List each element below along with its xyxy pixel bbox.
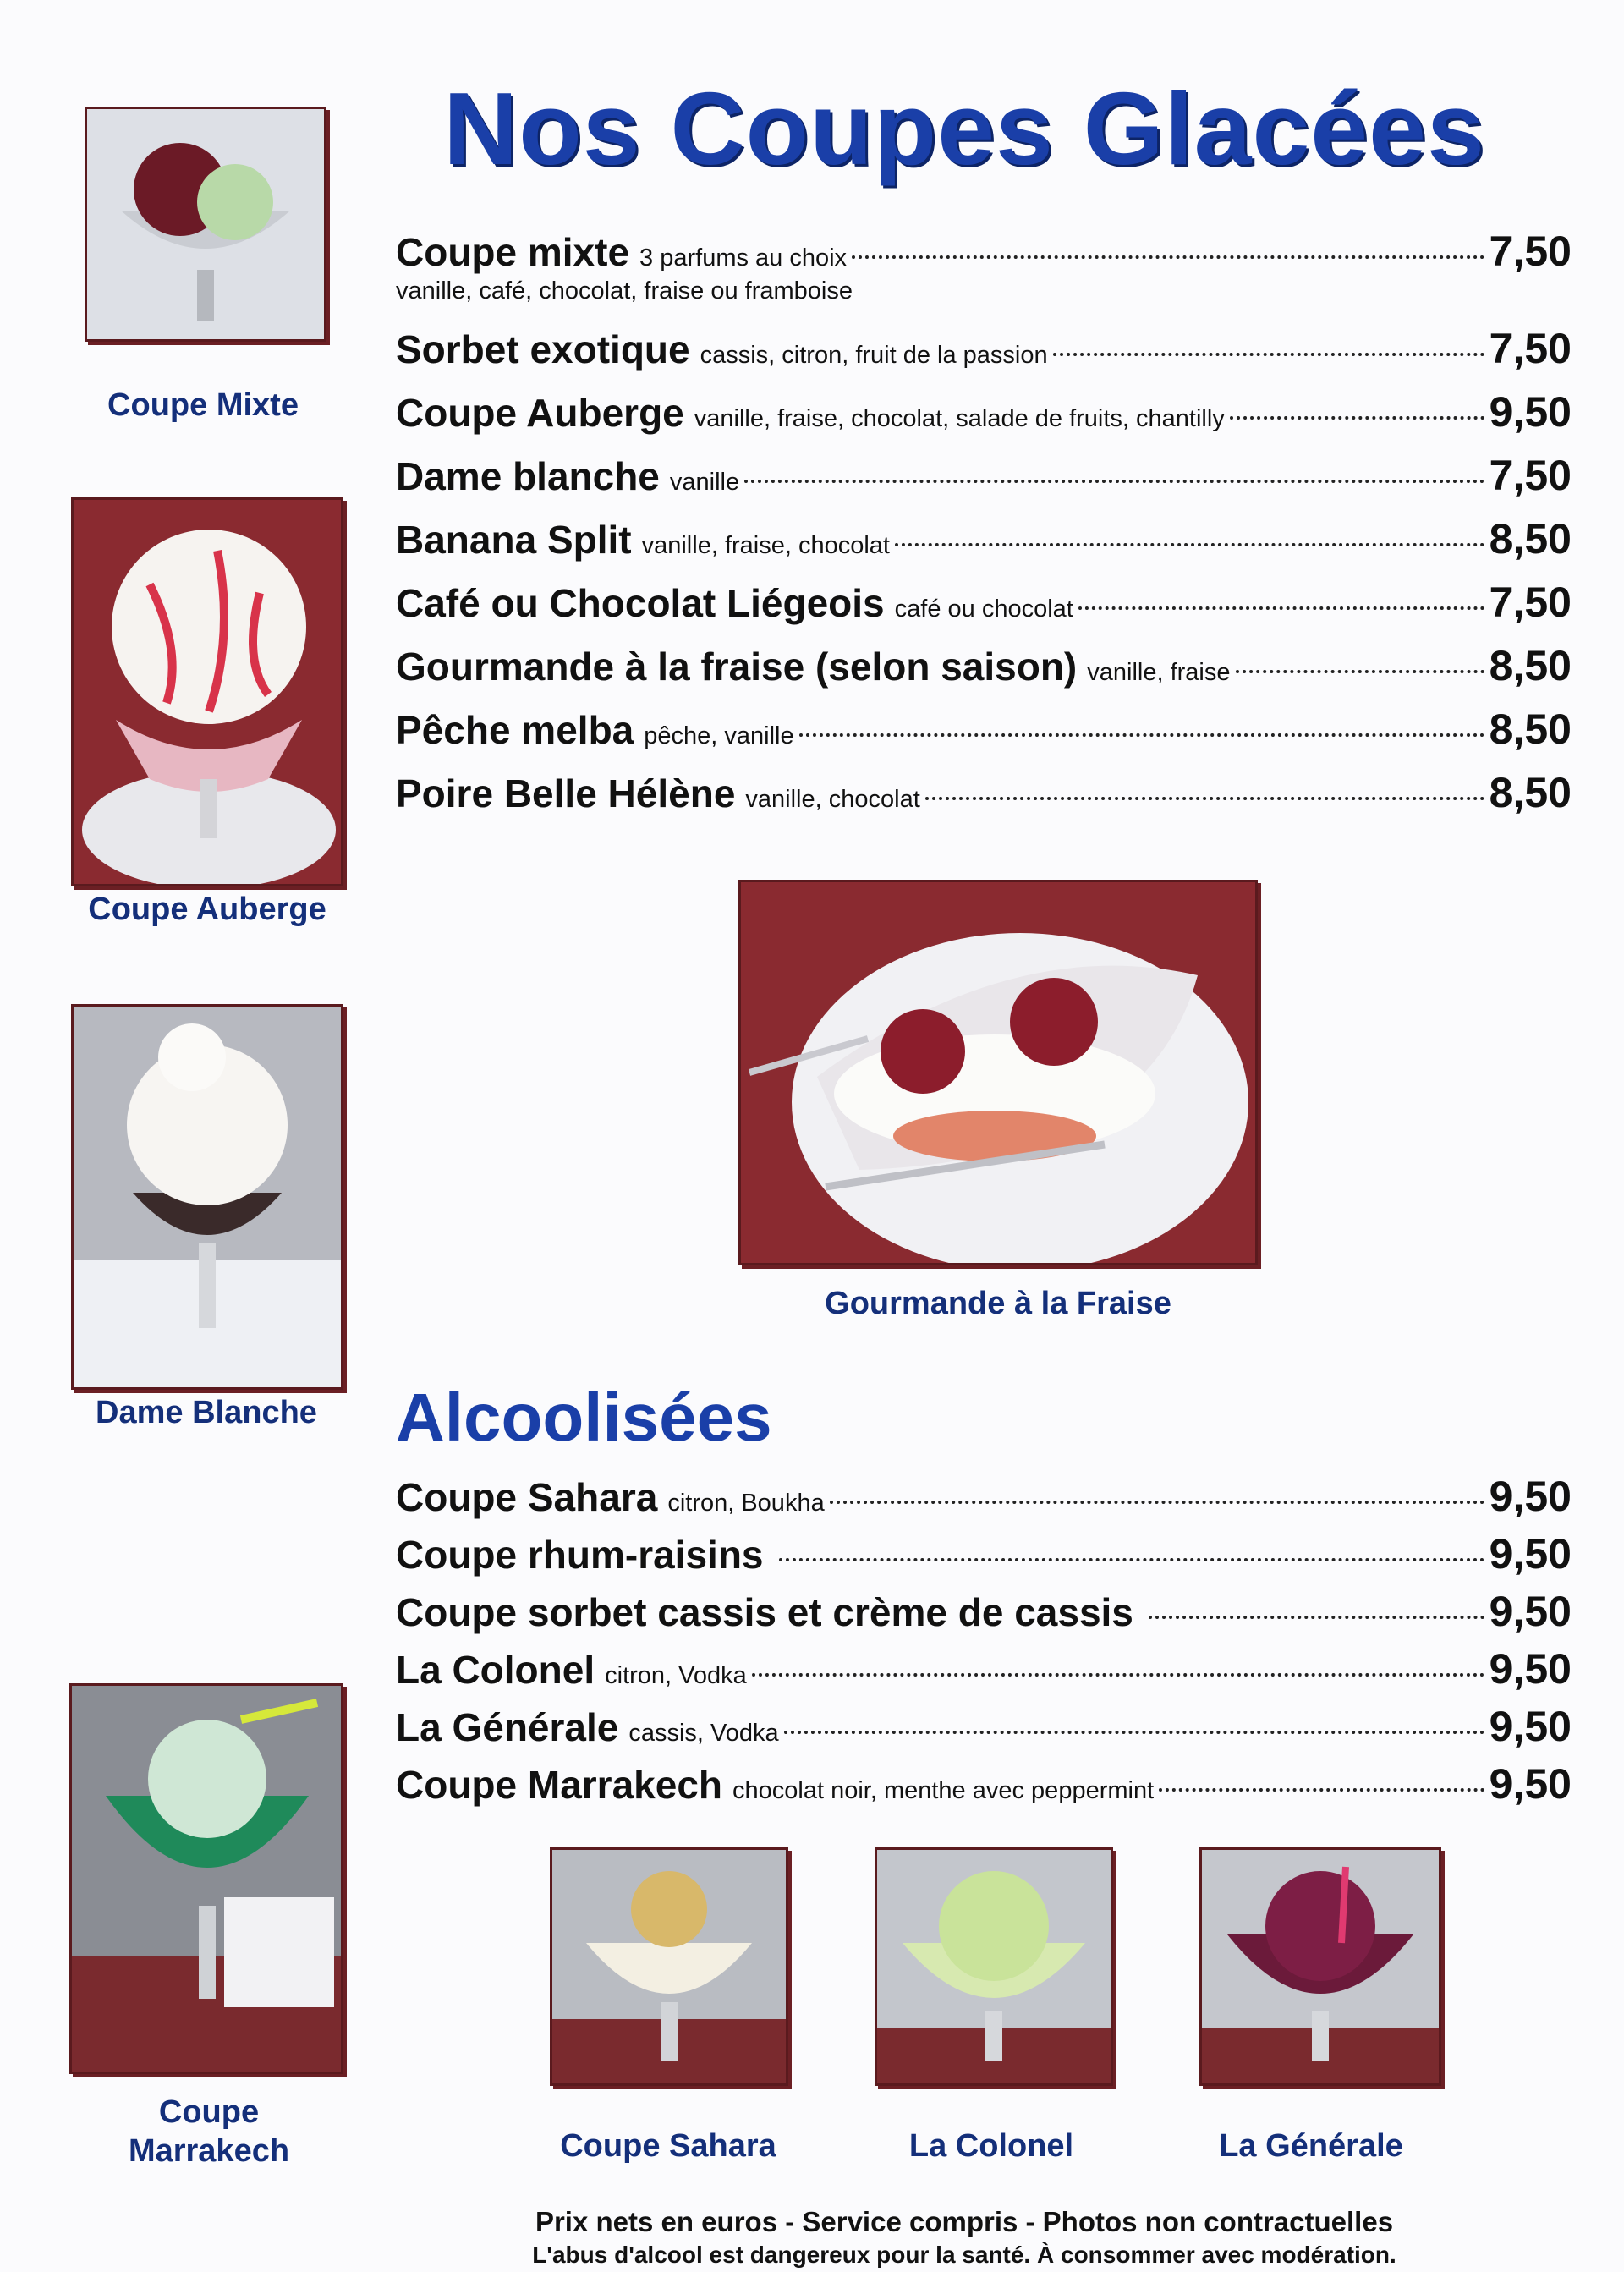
caption-coupe-marrakech-line1: Coupe — [158, 2094, 260, 2130]
menu-item — [396, 578, 1572, 628]
coupe-marrakech-photo — [69, 1683, 343, 2074]
caption-coupe-mixte: Coupe Mixte — [107, 387, 299, 423]
menu-item — [396, 1587, 1572, 1638]
caption-la-colonel: La Colonel — [908, 2128, 1074, 2164]
menu-item — [396, 1472, 1572, 1523]
item-name: Banana Split — [396, 518, 632, 562]
item-name: Coupe sorbet cassis et crème de cassis — [396, 1590, 1133, 1634]
item-price: 9,50 — [1489, 1645, 1572, 1693]
coupe-marrakech-image — [72, 1686, 341, 2072]
dot-leader — [925, 797, 1484, 800]
gourmande-photo — [738, 880, 1258, 1265]
item-desc: citron, Boukha — [667, 1490, 825, 1517]
item-desc: vanille, fraise — [1087, 659, 1231, 686]
coupe-sahara-image — [552, 1850, 786, 2083]
caption-coupe-sahara: Coupe Sahara — [560, 2128, 776, 2164]
menu-title: Nos Coupes Glacées — [443, 71, 1485, 186]
coupe-auberge-image — [74, 500, 341, 884]
coupe-mixte-photo — [85, 107, 326, 342]
item-name: Dame blanche — [396, 454, 660, 498]
item-price: 9,50 — [1489, 388, 1572, 436]
item-price: 9,50 — [1489, 1760, 1572, 1808]
item-price: 7,50 — [1489, 228, 1572, 275]
gourmande-image — [741, 882, 1255, 1263]
dot-leader — [1159, 1788, 1484, 1792]
item-name: Coupe rhum-raisins — [396, 1533, 764, 1577]
item-name: Café ou Chocolat Liégeois — [396, 581, 885, 625]
item-price: 8,50 — [1489, 705, 1572, 753]
item-price: 8,50 — [1489, 769, 1572, 816]
item-name: Coupe Sahara — [396, 1475, 658, 1519]
dot-leader — [1053, 353, 1484, 356]
dot-leader — [1230, 416, 1484, 420]
item-name: La Générale — [396, 1705, 619, 1749]
footer-line2: L'abus d'alcool est dangereux pour la santé. À consommer avec modération. — [532, 2242, 1396, 2268]
caption-coupe-auberge: Coupe Auberge — [88, 892, 326, 927]
menu-item — [396, 1644, 1572, 1695]
dot-leader — [1236, 670, 1484, 673]
footer-line1: Prix nets en euros - Service compris - Photos non contractuelles — [535, 2206, 1394, 2237]
menu-item — [396, 514, 1572, 565]
item-price: 7,50 — [1489, 579, 1572, 626]
dot-leader — [752, 1673, 1484, 1677]
item-name: Coupe mixte — [396, 230, 630, 274]
item-price: 9,50 — [1489, 1588, 1572, 1635]
item-desc: vanille — [669, 469, 740, 496]
coupe-auberge-photo — [71, 497, 343, 886]
item-desc: pêche, vanille — [644, 722, 794, 749]
la-generale-photo — [1199, 1847, 1441, 2086]
dot-leader — [1078, 606, 1484, 610]
caption-coupe-marrakech — [69, 2093, 348, 2170]
dot-leader — [830, 1501, 1484, 1504]
la-colonel-photo — [875, 1847, 1113, 2086]
item-desc: cassis, Vodka — [628, 1720, 779, 1747]
item-price: 7,50 — [1489, 452, 1572, 499]
caption-dame-blanche: Dame Blanche — [96, 1395, 317, 1430]
coupe-mixte-image — [87, 109, 324, 339]
menu-item — [396, 705, 1572, 755]
caption-gourmande: Gourmande à la Fraise — [825, 1286, 1171, 1321]
item-name: Sorbet exotique — [396, 327, 690, 371]
item-name: Gourmande à la fraise (selon saison) — [396, 645, 1078, 689]
item-desc: vanille, fraise, chocolat, salade de fruits, chantilly — [694, 405, 1225, 432]
la-colonel-image — [877, 1850, 1111, 2083]
item-desc: vanille, chocolat — [745, 786, 920, 813]
menu-item — [396, 1702, 1572, 1753]
menu-item — [396, 641, 1572, 692]
menu-item — [396, 768, 1572, 819]
item-price: 8,50 — [1489, 515, 1572, 563]
item-subdesc: vanille, café, chocolat, fraise ou framboise — [396, 277, 853, 305]
item-price: 7,50 — [1489, 325, 1572, 372]
menu-item — [396, 324, 1572, 375]
item-name: Coupe Auberge — [396, 391, 684, 435]
item-name: Poire Belle Hélène — [396, 771, 736, 815]
la-generale-image — [1202, 1850, 1439, 2083]
dot-leader — [784, 1731, 1484, 1734]
dot-leader — [744, 480, 1484, 483]
dame-blanche-image — [74, 1007, 341, 1387]
item-desc: citron, Vodka — [605, 1662, 747, 1689]
dot-leader — [852, 255, 1484, 259]
caption-coupe-marrakech-line2: Marrakech — [128, 2133, 290, 2169]
item-desc: cassis, citron, fruit de la passion — [700, 342, 1048, 369]
dot-leader — [799, 733, 1484, 737]
item-desc: vanille, fraise, chocolat — [641, 532, 890, 559]
caption-la-generale: La Générale — [1219, 2128, 1403, 2164]
item-price: 9,50 — [1489, 1473, 1572, 1520]
menu-item — [396, 1529, 1572, 1580]
dot-leader — [895, 543, 1484, 546]
item-desc: chocolat noir, menthe avec peppermint — [732, 1777, 1155, 1804]
item-price: 9,50 — [1489, 1703, 1572, 1750]
alcoolisees-title: Alcoolisées — [396, 1380, 772, 1455]
menu-item — [396, 227, 1572, 277]
item-desc: café ou chocolat — [894, 595, 1073, 623]
item-name: Coupe Marrakech — [396, 1763, 723, 1807]
coupe-sahara-photo — [550, 1847, 788, 2086]
dot-leader — [779, 1558, 1484, 1561]
dame-blanche-photo — [71, 1004, 343, 1390]
menu-item — [396, 387, 1572, 438]
item-name: Pêche melba — [396, 708, 634, 752]
dot-leader — [1149, 1616, 1484, 1619]
menu-item — [396, 1759, 1572, 1810]
item-price: 9,50 — [1489, 1530, 1572, 1578]
item-name: La Colonel — [396, 1648, 595, 1692]
menu-item — [396, 451, 1572, 502]
item-price: 8,50 — [1489, 642, 1572, 689]
item-desc: 3 parfums au choix — [639, 244, 848, 272]
